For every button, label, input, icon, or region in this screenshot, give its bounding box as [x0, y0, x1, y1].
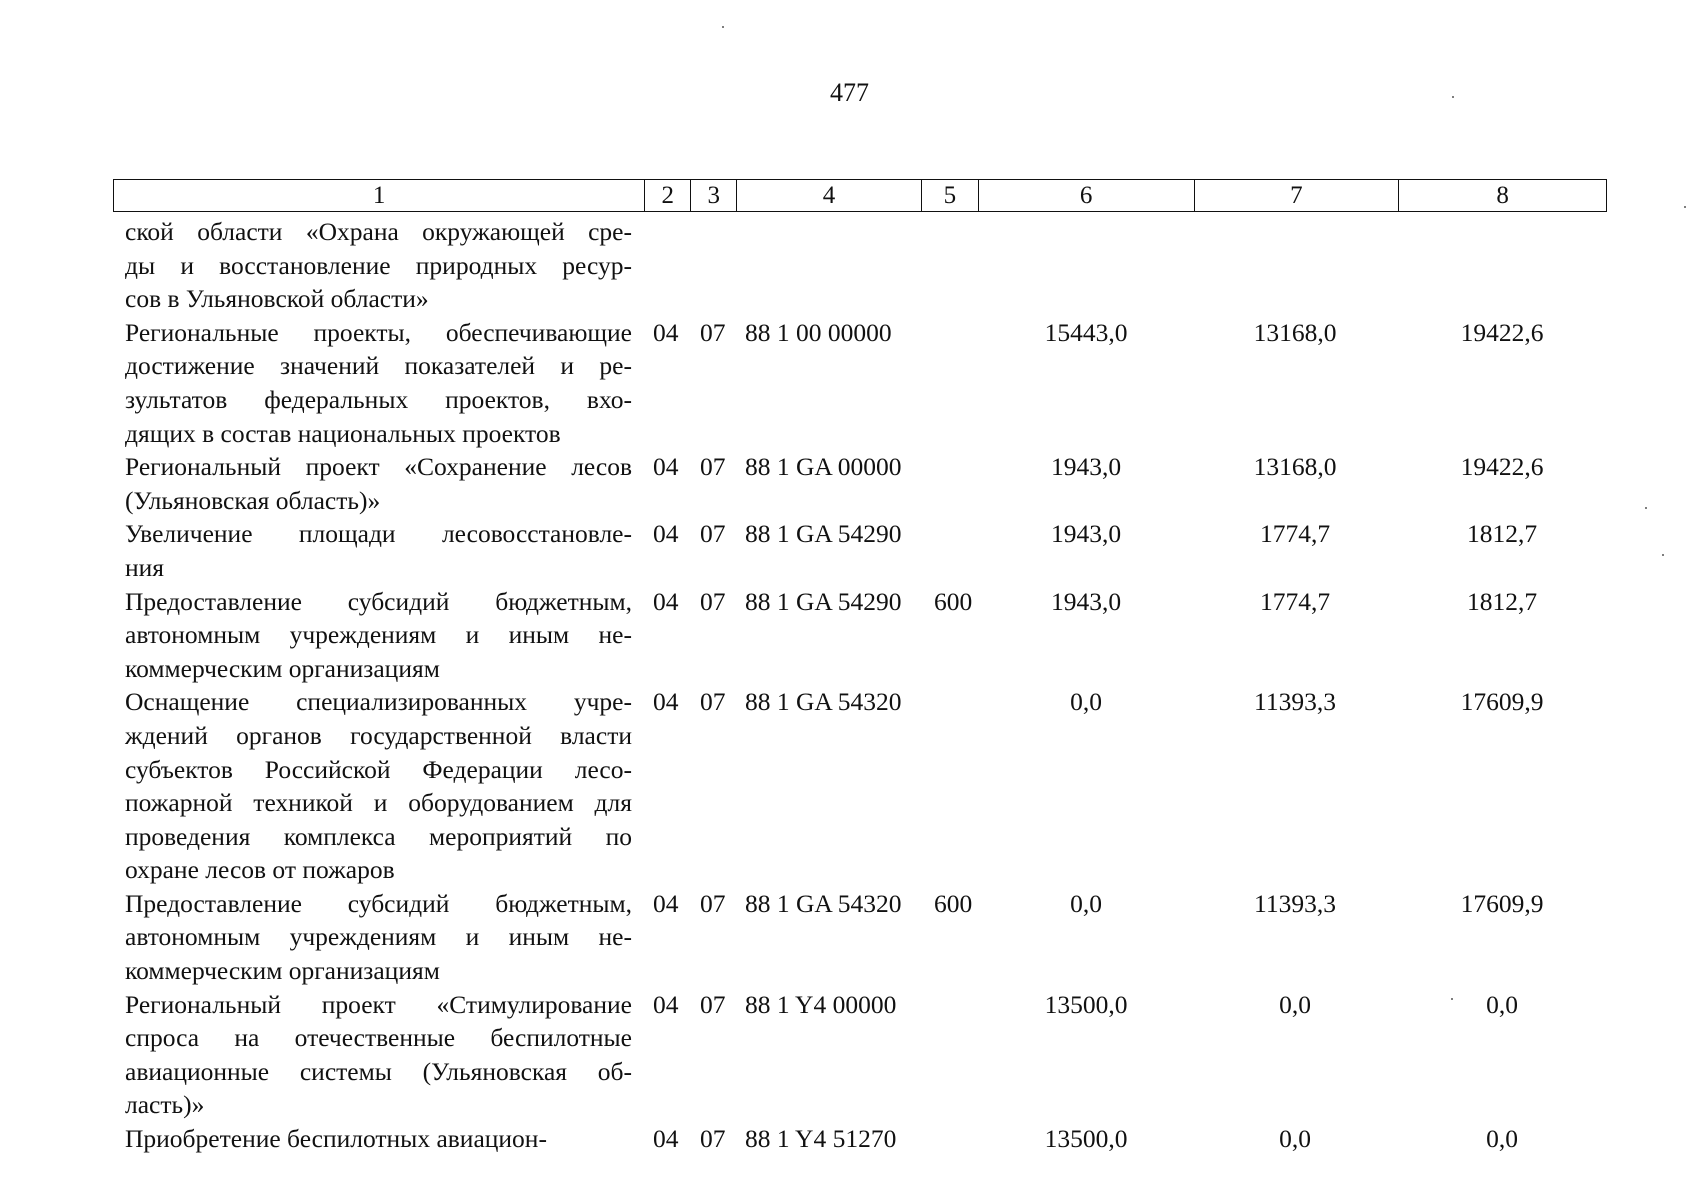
cell-col-3: 07 — [700, 1124, 726, 1154]
header-col-3: 3 — [691, 180, 737, 211]
row-description — [125, 1122, 632, 1156]
scan-speck — [1452, 96, 1454, 98]
cell-col-7: 11393,3 — [1254, 687, 1336, 717]
cell-col-6: 13500,0 — [1044, 1124, 1128, 1154]
row-description — [125, 887, 632, 988]
cell-col-6: 13500,0 — [1044, 989, 1128, 1019]
row-description — [125, 685, 632, 887]
cell-col-7: 13168,0 — [1253, 317, 1337, 347]
table-row — [0, 988, 1699, 1122]
cell-col-4: 88 1 Y4 51270 — [745, 1124, 897, 1154]
cell-col-8: 1812,7 — [1466, 586, 1538, 616]
header-col-5: 5 — [922, 180, 979, 211]
cell-col-3: 07 — [700, 888, 726, 918]
cell-col-7: 11393,3 — [1254, 888, 1336, 918]
description-line: ждений органов государственной власти — [125, 720, 632, 750]
scan-speck — [1662, 554, 1664, 556]
cell-col-8: 0,0 — [1486, 1124, 1518, 1154]
description-line: Приобретение беспилотных авиацион- — [125, 1124, 547, 1154]
scan-speck — [1645, 507, 1647, 509]
description-line: ния — [125, 552, 165, 582]
cell-col-4: 88 1 GA 54320 — [745, 888, 902, 918]
header-col-6: 6 — [979, 180, 1195, 211]
table-row — [0, 316, 1699, 450]
scan-speck — [1684, 206, 1686, 208]
description-line: (Ульяновская область)» — [125, 485, 381, 515]
page-number: 477 — [830, 78, 869, 107]
cell-col-4: 88 1 Y4 00000 — [745, 989, 897, 1019]
description-line: ской области «Охрана окружающей сре- — [125, 217, 632, 246]
description-line: проведения комплекса мероприятий по — [125, 821, 632, 851]
cell-col-2: 04 — [653, 1124, 679, 1154]
table-row — [0, 450, 1699, 517]
cell-col-6: 15443,0 — [1044, 317, 1128, 347]
cell-col-3: 07 — [700, 586, 726, 616]
cell-col-7: 0,0 — [1279, 989, 1311, 1019]
cell-col-3: 07 — [700, 687, 726, 717]
description-line: автономным учреждениям и иным не- — [125, 922, 632, 952]
cell-col-3: 07 — [700, 452, 726, 482]
cell-col-8: 0,0 — [1486, 989, 1518, 1019]
description-line: спроса на отечественные беспилотные — [125, 1023, 632, 1053]
cell-col-2: 04 — [653, 317, 679, 347]
cell-col-5: 600 — [934, 586, 973, 616]
cell-col-2: 04 — [653, 452, 679, 482]
description-line: достижение значений показателей и ре- — [125, 351, 632, 381]
cell-col-6: 0,0 — [1070, 687, 1102, 717]
table-row — [0, 685, 1699, 887]
cell-col-6: 0,0 — [1070, 888, 1102, 918]
cell-col-3: 07 — [700, 317, 726, 347]
description-line: коммерческим организациям — [125, 956, 440, 986]
header-col-8: 8 — [1496, 182, 1509, 209]
table-row — [0, 1122, 1699, 1156]
description-line: Региональный проект «Сохранение лесов — [125, 452, 632, 482]
cell-col-8: 19422,6 — [1460, 452, 1544, 482]
cell-col-8: 1812,7 — [1466, 519, 1538, 549]
description-line: субъектов Российской Федерации лесо- — [125, 754, 632, 784]
header-col-7: 7 — [1195, 180, 1400, 211]
row-description — [125, 316, 632, 450]
cell-col-4: 88 1 GA 54290 — [745, 586, 902, 616]
cell-col-4: 88 1 GA 00000 — [745, 452, 902, 482]
row-description — [125, 215, 632, 316]
description-line: Предоставление субсидий бюджетным, — [125, 586, 632, 616]
description-line: зультатов федеральных проектов, вхо- — [125, 384, 632, 414]
description-line: Региональные проекты, обеспечивающие — [125, 317, 632, 347]
cell-col-2: 04 — [653, 989, 679, 1019]
description-line: автономным учреждениям и иным не- — [125, 620, 632, 650]
description-line: ласть)» — [125, 1090, 205, 1120]
table-row — [0, 887, 1699, 988]
row-description — [125, 988, 632, 1122]
header-col-4: 4 — [737, 180, 922, 211]
description-line: дящих в состав национальных проектов — [125, 418, 561, 448]
description-line: ды и восстановление природных ресур- — [125, 250, 632, 280]
description-line: Предоставление субсидий бюджетным, — [125, 888, 632, 918]
cell-col-7: 0,0 — [1279, 1124, 1311, 1154]
scan-speck — [1451, 998, 1453, 1000]
header-col-1: 1 — [114, 180, 645, 211]
description-line: коммерческим организациям — [125, 653, 440, 683]
cell-col-8: 17609,9 — [1460, 888, 1544, 918]
cell-col-2: 04 — [653, 586, 679, 616]
description-line: пожарной техникой и оборудованием для — [125, 788, 632, 818]
cell-col-8: 19422,6 — [1460, 317, 1544, 347]
row-description — [125, 517, 632, 584]
table-body — [0, 215, 1699, 1156]
row-description — [125, 585, 632, 686]
cell-col-4: 88 1 GA 54290 — [745, 519, 902, 549]
table-header — [113, 179, 1607, 212]
cell-col-6: 1943,0 — [1050, 452, 1122, 482]
description-line: Региональный проект «Стимулирование — [125, 989, 632, 1019]
cell-col-2: 04 — [653, 687, 679, 717]
description-line: Увеличение площади лесовосстановле- — [125, 519, 632, 549]
cell-col-7: 13168,0 — [1253, 452, 1337, 482]
cell-col-2: 04 — [653, 888, 679, 918]
cell-col-8: 17609,9 — [1460, 687, 1544, 717]
cell-col-7: 1774,7 — [1259, 586, 1331, 616]
cell-col-5: 600 — [934, 888, 973, 918]
cell-col-3: 07 — [700, 519, 726, 549]
row-description — [125, 450, 632, 517]
cell-col-7: 1774,7 — [1259, 519, 1331, 549]
description-line: Оснащение специализированных учре- — [125, 687, 632, 717]
scan-speck — [722, 26, 724, 28]
cell-col-3: 07 — [700, 989, 726, 1019]
description-line: авиационные системы (Ульяновская об- — [125, 1056, 632, 1086]
cell-col-2: 04 — [653, 519, 679, 549]
description-line: охране лесов от пожаров — [125, 855, 395, 885]
cell-col-6: 1943,0 — [1050, 586, 1122, 616]
cell-col-6: 1943,0 — [1050, 519, 1122, 549]
table-row — [0, 585, 1699, 686]
header-col-2: 2 — [645, 180, 691, 211]
cell-col-4: 88 1 GA 54320 — [745, 687, 902, 717]
table-row — [0, 517, 1699, 584]
cell-col-4: 88 1 00 00000 — [745, 317, 892, 347]
table-row — [0, 215, 1699, 316]
description-line: сов в Ульяновской области» — [125, 284, 429, 314]
